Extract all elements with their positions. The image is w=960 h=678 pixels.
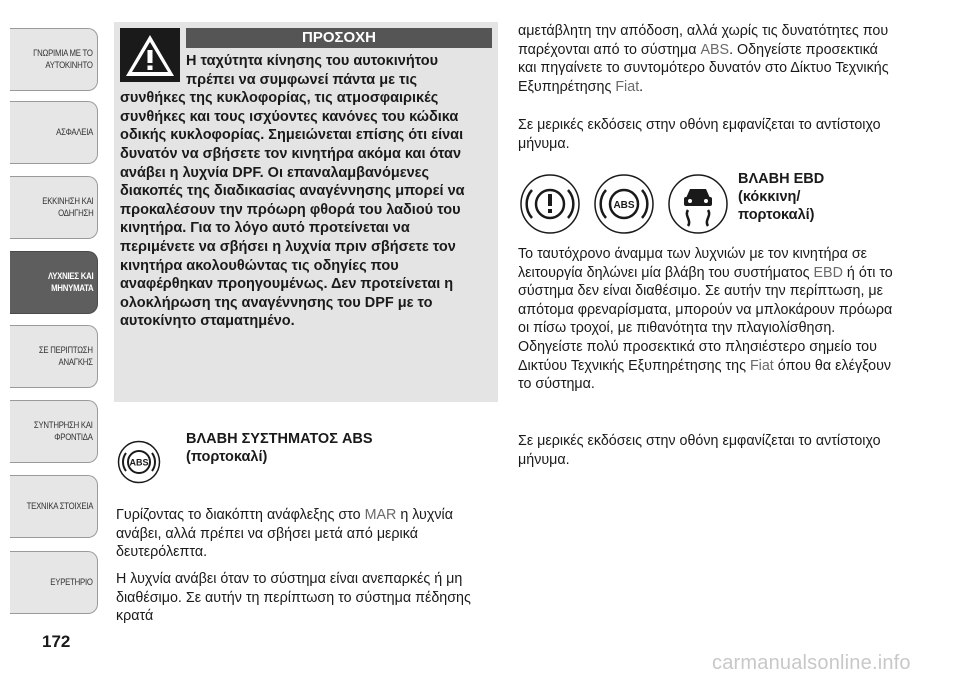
warning-box [114, 22, 498, 402]
tab-label: ΑΣΦΑΛΕΙΑ [56, 126, 93, 138]
skid-car-icon [669, 175, 727, 233]
warning-header: ΠΡΟΣΟΧΗ [186, 28, 492, 48]
chapter-tabs [0, 0, 100, 620]
abs-title-line1: ΒΛΑΒΗ ΣΥΣΤΗΜΑΤΟΣ ABS [186, 431, 373, 447]
ebd-icons-group [518, 174, 730, 234]
warning-intro: Η ταχύτητα κίνησης του αυτοκινήτου πρέπει να συμφωνεί πάντα με τις [186, 53, 439, 88]
tab-label: ΛΥΧΝΙΕΣ ΚΑΙ ΜΗΝΥΜΑΤΑ [47, 270, 93, 294]
ebd-title-line2: (κόκκινη/ [738, 189, 801, 205]
ebd-title-line1: ΒΛΑΒΗ EBD [738, 171, 825, 187]
watermark: carmanualsonline.info [712, 652, 911, 674]
ebd-abs-icon-text: ABS [613, 200, 635, 211]
ebd-title-line3: πορτοκαλί) [738, 207, 815, 223]
tab-starting-driving[interactable] [10, 176, 98, 239]
abs-icon-text: ABS [129, 457, 149, 468]
right-paragraph-4: Σε μερικές εκδόσεις στην οθόνη εμφανίζεται το αντίστοιχο μήνυμα. [518, 433, 881, 468]
abs-title-line2: (πορτοκαλί) [186, 449, 268, 465]
tab-warning-lights[interactable] [10, 251, 98, 314]
abs-section-title [186, 430, 373, 466]
mar-key-position: MAR [364, 507, 397, 523]
tab-label: ΕΚΚΙΝΗΣΗ ΚΑΙ ΟΔΗΓΗΣΗ [41, 195, 93, 219]
warning-text [120, 52, 488, 331]
tab-technical-data[interactable] [10, 475, 98, 538]
tab-safety[interactable] [10, 101, 98, 164]
page-number: 172 [42, 632, 71, 651]
abs-paragraph-2: Η λυχνία ανάβει όταν το σύστημα είναι ανεπαρκές ή μη διαθέσιμο. Σε αυτήν τη περίπτωση το σύστημα πέδησης κρατά [116, 571, 471, 625]
tab-label: ΕΥΡΕΤΗΡΙΟ [50, 576, 93, 588]
ebd-section-title [738, 170, 824, 224]
tab-maintenance[interactable] [10, 400, 98, 463]
tab-label: ΓΝΩΡΙΜΙΑ ΜΕ ΤΟ ΑΥΤΟΚΙΝΗΤΟ [33, 47, 93, 71]
right-paragraph-2: Σε μερικές εκδόσεις στην οθόνη εμφανίζεται το αντίστοιχο μήνυμα. [518, 117, 881, 152]
abs-warning-icon [117, 440, 161, 484]
tab-index[interactable] [10, 551, 98, 614]
tab-getting-to-know[interactable] [10, 28, 98, 91]
tab-label: ΣΥΝΤΗΡΗΣΗ ΚΑΙ ΦΡΟΝΤΙΔΑ [34, 419, 93, 443]
right-paragraph-3: Το ταυτόχρονο άναμμα των λυχνιών με τον κινητήρα σε λειτουργία δηλώνει μία βλάβη του συστήματος EBD ή ότι το σύστημα δεν είναι διαθέσιμο. Σε αυτήν την περίπτωση, με απότομα φρεναρίσματα, μπορούν να μπλοκάρουν πρόωρα οι πίσω τροχοί, με πιθανότητα την πλαγιολίσθηση. Οδηγείστε πολύ προσεκτικά στο πλησιέστερο σημείο του Δικτύου Τεχνικής Εξυπηρέτησης της Fiat όπου θα ελέγξουν το σύστημα. [518, 246, 893, 393]
tab-emergency[interactable] [10, 325, 98, 388]
tab-label: ΤΕΧΝΙΚΑ ΣΤΟΙΧΕΙΑ [26, 500, 93, 512]
tab-label: ΣΕ ΠΕΡΙΠΤΩΣΗ ΑΝΑΓΚΗΣ [39, 344, 93, 368]
ebd-abs-icon [595, 175, 653, 233]
abs-paragraph-1: Γυρίζοντας το διακόπτη ανάφλεξης στο MAR η λυχνία ανάβει, αλλά πρέπει να σβήσει μετά από μερικά δευτερόλεπτα. [116, 507, 453, 561]
warning-body: συνθήκες της κυκλοφορίας, τις ατμοσφαιρικές συνθήκες και τους ισχύοντες κανόνες του κώδικα οδικής κυκλοφορίας. Σημειώνεται επίσης ότι είναι δυνατόν να σβήσετε τον κινητήρα ακόμα και όταν ανάβει η λυχνία DPF. Οι επαναλαμβανόμενες διακοπές της διαδικασίας αναγέννησης μπορεί να προκαλέσουν την πρόωρη φθορά του λαδιού του κινητήρα. Για το λόγο αυτό προτείνεται να περιμένετε να σβήσει η λυχνία πριν σβήσετε τον κινητήρα ακολουθώντας τις οδηγίες που αναφέρθηκαν προηγουμένως. Δεν προτείνεται η ολοκλήρωση της αναγέννησης του DPF με το αυτοκίνητο σταματημένο. [120, 90, 465, 330]
right-paragraph-1: αμετάβλητη την απόδοση, αλλά χωρίς τις δυνατότητες που παρέχονται από το σύστημα ABS. Οδηγείστε προσεκτικά και πηγαίνετε το συντομότερο δυνατόν στο Δίκτυο Τεχνικής Εξυπηρέτησης Fiat. [518, 23, 889, 95]
brake-warning-icon [521, 175, 579, 233]
